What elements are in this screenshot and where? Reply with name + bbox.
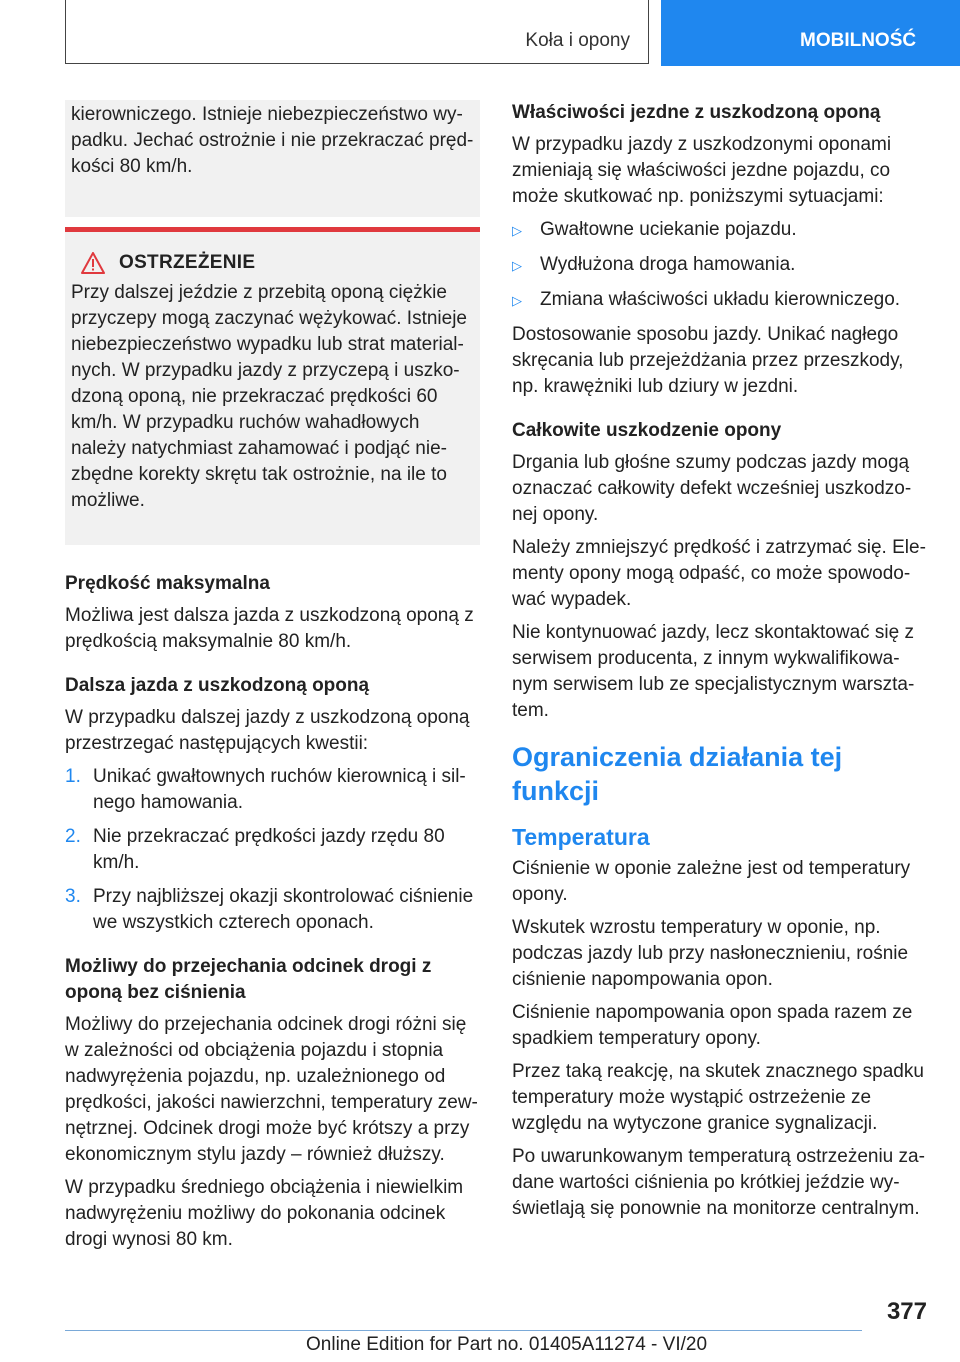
driving-properties-text: W przypadku jazdy z uszkodzonymi oponami zmieniają się właściwości jezdne pojazdu, co może skutkować np. poniższymi sytuacjami:: [512, 134, 892, 207]
warning-box: [65, 227, 480, 545]
temperature-text-1: Ciśnienie w oponie zależne jest od temperatury opony.: [512, 858, 911, 905]
section-title: Koła i opony: [525, 30, 630, 51]
list-text: Gwałtowne uciekanie pojazdu.: [540, 219, 797, 240]
heading-drivable-distance: Możliwy do przejechania odcinek drogi z oponą bez ciśnienia: [65, 956, 432, 1003]
list-item: [512, 287, 932, 314]
heading-driving-properties: Właściwości jezdne z uszkodzoną oponą: [512, 102, 881, 123]
triangle-bullet-icon: ▷: [512, 223, 522, 238]
list-text: Unikać gwałtownych ruchów kierownicą i sil-nego hamowania.: [93, 766, 466, 813]
continued-note-text: kierowniczego. Istnieje niebezpieczeństwo wy-padku. Jechać ostrożnie i nie przekraczać pręd-kości 80 km/h.: [71, 104, 474, 177]
warning-title: OSTRZEŻENIE: [119, 252, 256, 273]
page-number: 377: [886, 1298, 927, 1325]
list-item: [65, 884, 480, 936]
temperature-text-5: Po uwarunkowanym temperaturą ostrzeżeniu za-dane wartości ciśnienia po krótkiej jeździe wy-świetlają się ponownie na monitorze centralnym.: [512, 1146, 925, 1219]
list-text: Przy najbliższej okazji skontrolować ciśnienie we wszystkich czterech oponach.: [93, 886, 474, 933]
triangle-bullet-icon: ▷: [512, 258, 522, 273]
warning-header: [71, 250, 474, 276]
heading-max-speed: Prędkość maksymalna: [65, 573, 270, 594]
list-item: [512, 252, 932, 279]
list-number: 2.: [65, 826, 81, 847]
list-text: Zmiana właściwości układu kierowniczego.: [540, 289, 901, 310]
footer-edition: Online Edition for Part no. 01405A11274 - VI/20: [306, 1334, 708, 1355]
tire-failure-text-1: Drgania lub głośne szumy podczas jazdy mogą oznaczać całkowity defekt wcześniej uszkodzo-nej opony.: [512, 452, 912, 525]
footer-divider: [65, 1330, 862, 1331]
driving-adjustment-text: Dostosowanie sposobu jazdy. Unikać nagłego skręcania lub przejeżdżania przez przeszkody, np. krawężniki lub dziury w jezdni.: [512, 324, 904, 397]
list-item: [65, 764, 480, 816]
drivable-distance-text-2: W przypadku średniego obciążenia i niewielkim nadwyrężeniu możliwy do pokonania odcinek drogi wynosi 80 km.: [65, 1177, 464, 1250]
numbered-list: [65, 764, 480, 936]
list-item: [65, 824, 480, 876]
temperature-text-4: Przez taką reakcję, na skutek znacznego spadku temperatury może wystąpić ostrzeżenie ze względu na wytyczone granice sygnalizacji.: [512, 1061, 924, 1134]
tire-failure-text-2: Należy zmniejszyć prędkość i zatrzymać się. Ele-menty opony mogą odpaść, co może spowodo-wać wypadek.: [512, 537, 926, 610]
list-number: 1.: [65, 766, 81, 787]
heading-temperature: Temperatura: [512, 824, 650, 850]
triangle-bullet-icon: ▷: [512, 293, 522, 308]
continued-driving-text: W przypadku dalszej jazdy z uszkodzoną oponą przestrzegać następujących kwestii:: [65, 707, 470, 754]
heading-total-tire-failure: Całkowite uszkodzenie opony: [512, 420, 782, 441]
page-header: [0, 0, 960, 66]
max-speed-text: Możliwa jest dalsza jazda z uszkodzoną oponą z prędkością maksymalnie 80 km/h.: [65, 605, 474, 652]
drivable-distance-text-1: Możliwy do przejechania odcinek drogi różni się w zależności od obciążenia pojazdu i stopnia nadwyrężenia pojazdu, np. uzależnionego od prędkości, jakości nawierzchni, temperatury zew-nętrznej. Odcinek drogi może być krótszy a przy ekonomicznym stylu jazdy – również dłuższy.: [65, 1014, 478, 1165]
list-text: Nie przekraczać prędkości jazdy rzędu 80 km/h.: [93, 826, 445, 873]
list-item: [512, 217, 932, 244]
chapter-tab: MOBILNOŚĆ: [661, 0, 960, 66]
list-text: Wydłużona droga hamowania.: [540, 254, 796, 275]
temperature-text-3: Ciśnienie napompowania opon spada razem ze spadkiem temperatury opony.: [512, 1002, 913, 1049]
bullet-list: [512, 217, 932, 314]
left-column: [65, 100, 480, 1260]
heading-continued-driving: Dalsza jazda z uszkodzoną oponą: [65, 675, 370, 696]
heading-function-limitations: Ograniczenia działania tej funkcji: [512, 742, 843, 806]
list-number: 3.: [65, 886, 81, 907]
continued-note-box: [65, 100, 480, 217]
warning-text: Przy dalszej jeździe z przebitą oponą ciężkie przyczepy mogą zaczynać wężykować. Istnieje niebezpieczeństwo wypadku lub strat material-nych. W przypadku jazdy z przyczepą i uszko-dzoną oponą, nie przekraczać prędkości 60 km/h. W przypadku ruchów wahadłowych należy natychmiast zahamować i podjąć nie-zbędne korekty skrętu tak ostrożnie, na ile to możliwe.: [71, 282, 467, 511]
tire-failure-text-3: Nie kontynuować jazdy, lecz skontaktować się z serwisem producenta, z innym wykwalifikowa-nym serwisem lub ze specjalistycznym warszta-tem.: [512, 622, 915, 721]
right-column: [512, 100, 932, 1229]
temperature-text-2: Wskutek wzrostu temperatury w oponie, np. podczas jazdy lub przy nasłonecznieniu, rośnie ciśnienie napompowania opon.: [512, 917, 909, 990]
warning-triangle-icon: [81, 252, 105, 274]
